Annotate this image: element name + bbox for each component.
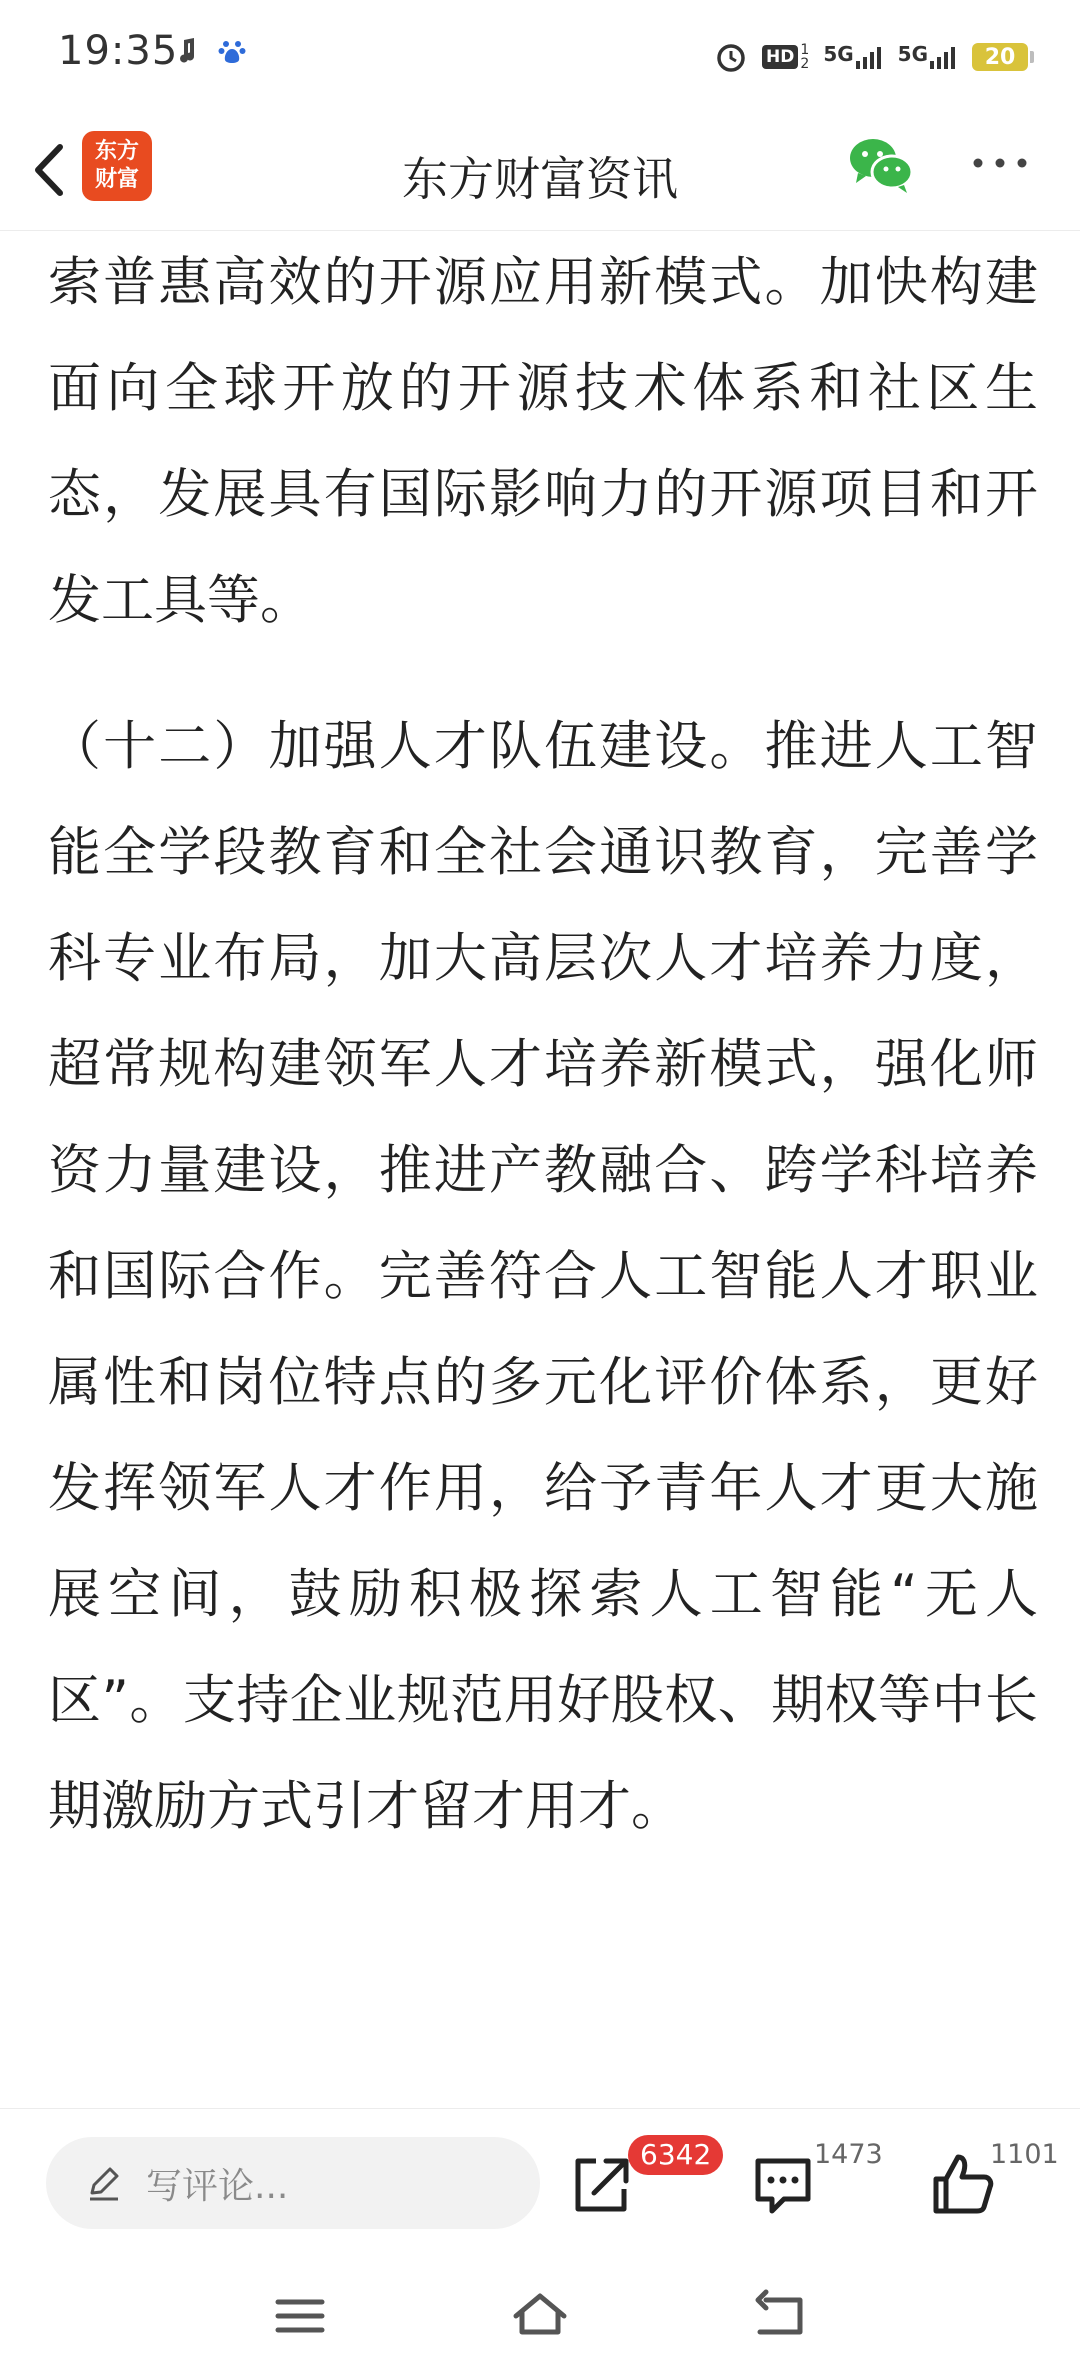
- comment-bubble-icon[interactable]: [748, 2149, 818, 2219]
- music-icon: [176, 38, 198, 64]
- comment-placeholder: 写评论...: [146, 2165, 289, 2207]
- baidu-paw-icon: [218, 38, 246, 66]
- logo-text-line1: 东方: [94, 139, 139, 164]
- comment-input[interactable]: [46, 2137, 540, 2229]
- wechat-share-icon[interactable]: [848, 135, 914, 195]
- menu-icon[interactable]: [270, 2286, 330, 2346]
- share-count-badge: 6342: [628, 2135, 723, 2175]
- pencil-icon: [84, 2163, 124, 2203]
- logo-text-line2: 财富: [94, 167, 139, 192]
- top-navbar: [0, 115, 1080, 231]
- battery-level: 20: [984, 44, 1016, 70]
- share-icon[interactable]: [566, 2149, 636, 2219]
- network-type-1: 5G: [823, 42, 854, 66]
- article-paragraph: 索普惠高效的开源应用新模式。加快构建面向全球开放的开源技术体系和社区生态，发展具有国际影响力的开源项目和开发工具等。: [48, 252, 1038, 631]
- page-title: 东方财富资讯: [402, 152, 678, 206]
- signal-icon: [928, 45, 958, 69]
- hd-label: HD: [762, 45, 798, 69]
- hd-icon: HD 1 2: [762, 43, 809, 71]
- network-type-2: 5G: [897, 42, 928, 66]
- more-options-icon[interactable]: [970, 153, 1030, 173]
- like-count: 1101: [990, 2139, 1059, 2170]
- comment-count: 1473: [814, 2139, 883, 2170]
- signal-1: [823, 42, 883, 69]
- status-bar: [0, 0, 1080, 115]
- status-time: 19:35: [58, 28, 179, 74]
- alarm-icon: [714, 40, 748, 74]
- signal-2: [897, 42, 958, 69]
- article-paragraph: （十二）加强人才队伍建设。推进人工智能全学段教育和全社会通识教育，完善学科专业布局，加大高层次人才培养力度，超常规构建领军人才培养新模式，强化师资力量建设，推进产教融合、跨学科培养和国际合作。完善符合人工智能人才职业属性和岗位特点的多元化评价体系，更好发挥领军人才作用，给予青年人才更大施展空间，鼓励积极探索人工智能“无人区”。支持企业规范用好股权、期权等中长期激励方式引才留才用才。: [48, 716, 1038, 1837]
- system-navigation-bar: [0, 2268, 1080, 2376]
- back-icon[interactable]: [750, 2286, 810, 2346]
- bottom-action-bar: [0, 2108, 1080, 2269]
- thumbs-up-icon[interactable]: [928, 2149, 998, 2219]
- article-body: [48, 230, 1038, 1860]
- status-right-cluster: [714, 34, 1028, 80]
- signal-icon: [854, 45, 884, 69]
- battery-indicator: [972, 43, 1028, 71]
- home-icon[interactable]: [510, 2286, 570, 2346]
